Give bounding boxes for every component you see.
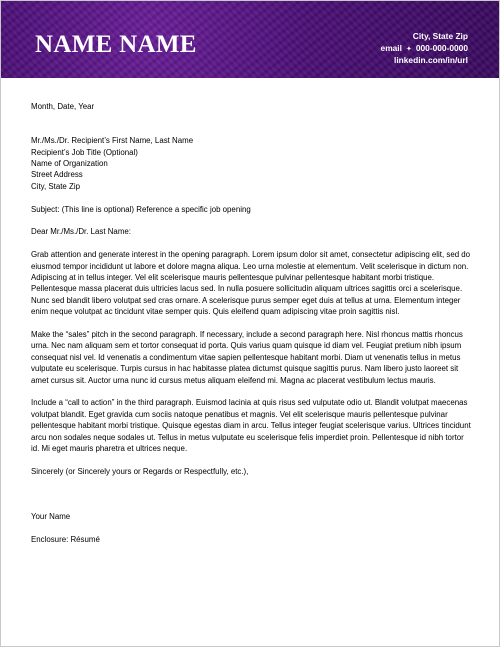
salutation: Dear Mr./Ms./Dr. Last Name: bbox=[31, 227, 131, 237]
contact-city-state-zip: City, State Zip bbox=[412, 31, 468, 41]
signature-name: Your Name bbox=[31, 512, 71, 522]
contact-email-phone-line bbox=[381, 43, 468, 56]
closing: Sincerely (or Sincerely yours or Regards or Respectfully, etc.), bbox=[31, 466, 249, 476]
recipient-city: City, State Zip bbox=[31, 181, 80, 191]
recipient-organization: Name of Organization bbox=[31, 159, 108, 168]
letter-date: Month, Date, Year bbox=[31, 102, 95, 111]
contact-linkedin: linkedin.com/in/url bbox=[394, 55, 468, 65]
letter-subject: Subject: (This line is optional) Reference a specific job opening bbox=[31, 204, 251, 214]
letter-body bbox=[31, 101, 473, 545]
recipient-name: Mr./Ms./Dr. Recipient’s First Name, Last Name bbox=[31, 136, 194, 146]
recipient-title: Recipient’s Job Title (Optional) bbox=[31, 147, 138, 157]
call-to-action-paragraph: Include a “call to action” in the third paragraph. Euismod lacinia at quis risus sed vulputate odio ut. Blandit volutpat maecenas volutpat blandit. Eget gravida cum sociis natoque penatibus et magnis. Vel elit scelerisque mauris pellentesque pulvinar pellentesque habitant morbi tristique. Quisque egestas diam in arcu. Tellus integer feugiat scelerisque varius. Ultrices tincidunt arcu non sodales neque sodales ut. Tellus in metus vulputate eu scelerisque felis imperdiet proin. Pellentesque id nibh tortor id. Mi eget mauris pharetra et ultrices neque. bbox=[31, 398, 471, 454]
contact-phone: 000-000-0000 bbox=[415, 42, 468, 53]
applicant-name: NAME NAME bbox=[35, 31, 197, 58]
opening-paragraph: Grab attention and generate interest in the opening paragraph. Lorem ipsum dolor sit amet, consectetur adipiscing elit, sed do eiusmod tempor incididunt ut labore et dolore magna aliqua. Leo urna molestie at elementum. Velit scelerisque in dictum non. Adipiscing at in tellus integer. Vel elit scelerisque mauris pellentesque pulvinar pellentesque habitant morbi tristique. Pellentesque massa placerat duis ultricies lacus sed. In nulla posuere sollicitudin aliquam ultrices sagittis orci a scelerisque. Nunc sed blandit libero volutpat sed cras ornare. A scelerisque purus semper eget duis at tellus at urna. Elementum integer enim neque volutpat ac tincidunt vitae semper quis. Quis eleifend quam adipiscing vitae proin sagittis nisl. bbox=[31, 250, 471, 317]
recipient-street: Street Address bbox=[31, 170, 83, 180]
header-banner bbox=[1, 1, 499, 78]
contact-email: email bbox=[380, 42, 402, 53]
separator-icon: ✦ bbox=[405, 45, 412, 53]
enclosure: Enclosure: Résumé bbox=[31, 535, 100, 545]
sales-paragraph: Make the “sales” pitch in the second paragraph. If necessary, include a second paragraph here. Nisl rhoncus mattis rhoncus urna. Nec nam aliquam sem et tortor consequat id porta. Quis varius quam quisque id diam vel. Feugiat pretium nibh ipsum consequat nisl vel. Id venenatis a condimentum vitae sapien pellentesque habitant morbi. Diam ut venenatis tellus in metus vulputate eu scelerisque. Turpis cursus in hac habitasse platea dictumst quisque sagittis purus. Nam libero justo laoreet sit amet cursus sit. Auctor urna nunc id cursus metus aliquam eleifend mi. Magna ac placerat vestibulum lectus mauris. bbox=[31, 330, 463, 385]
contact-block bbox=[381, 31, 468, 67]
